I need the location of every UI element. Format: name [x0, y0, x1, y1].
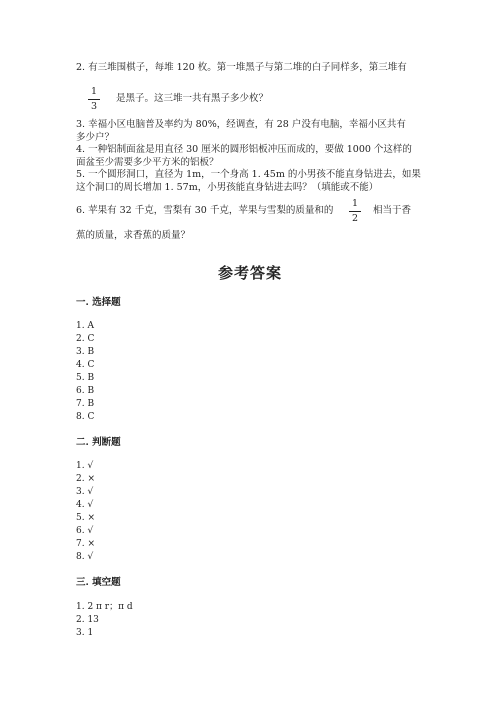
question-2-fraction	[87, 86, 101, 113]
section-heading-fill-blank: 三. 填空题	[76, 577, 121, 588]
answer-item: 3. √	[76, 487, 94, 497]
answer-item: 8. C	[76, 412, 95, 422]
question-6-line-1-tail: 相当于香	[373, 205, 412, 216]
question-5-line-1: 5. 一个圆形洞口，直径为 1m，一个身高 1. 45m 的小男孩不能直身钻进去，如果	[76, 169, 421, 180]
question-3-line-2: 多少户？	[76, 132, 115, 143]
section-heading-judgement: 二. 判断题	[76, 437, 121, 448]
answer-item: 1. √	[76, 461, 94, 471]
question-3-line-1: 3. 幸福小区电脑普及率约为 80%，经调查，有 28 户没有电脑，幸福小区共有	[76, 119, 406, 130]
answer-item: 2. ×	[76, 474, 95, 484]
fraction-bar	[88, 99, 100, 100]
answer-item: 1. A	[76, 321, 94, 331]
question-4-line-2: 面盆至少需要多少平方米的铝板？	[76, 157, 219, 168]
answer-item: 3. 1	[76, 628, 94, 638]
answer-item: 4. √	[76, 500, 94, 510]
answer-item: 6. √	[76, 526, 94, 536]
fraction-bar	[349, 211, 361, 212]
answer-item: 1. 2 π r；π d	[76, 602, 133, 612]
answer-item: 3. B	[76, 347, 95, 357]
question-6-line-1: 6. 苹果有 32 千克，雪梨有 30 千克，苹果与雪梨的质量和的	[76, 205, 334, 216]
question-5-line-2: 这个洞口的周长增加 1. 57m，小男孩能直身钻进去吗？（填能或不能）	[76, 182, 379, 193]
answer-item: 2. C	[76, 334, 95, 344]
fraction-numerator: 1	[351, 198, 359, 209]
question-4-line-1: 4. 一种铝制面盆是用直径 30 厘米的圆形铝板冲压而成的，要做 1000 个这样的	[76, 144, 412, 155]
question-6-fraction	[348, 198, 362, 225]
question-6-line-2: 蕉的质量，求香蕉的质量？	[76, 230, 191, 241]
fraction-numerator: 1	[90, 86, 98, 97]
question-2-line-1: 2. 有三堆围棋子，每堆 120 枚。第一堆黑子与第二堆的白子同样多，第三堆有	[76, 62, 407, 73]
answer-item: 7. B	[76, 399, 95, 409]
answer-item: 8. √	[76, 552, 94, 562]
fraction-denominator: 2	[351, 213, 359, 224]
answer-item: 2. 13	[76, 615, 99, 625]
answers-title: 参考答案	[217, 264, 282, 282]
answer-item: 6. B	[76, 386, 95, 396]
answer-item: 4. C	[76, 360, 95, 370]
fraction-denominator: 3	[90, 101, 98, 112]
answer-item: 5. B	[76, 373, 95, 383]
answer-item: 5. ×	[76, 513, 95, 523]
answer-item: 7. ×	[76, 539, 95, 549]
section-heading-choice: 一. 选择题	[76, 297, 121, 308]
question-2-line-2: 是黑子。这三堆一共有黑子多少枚？	[116, 93, 269, 104]
